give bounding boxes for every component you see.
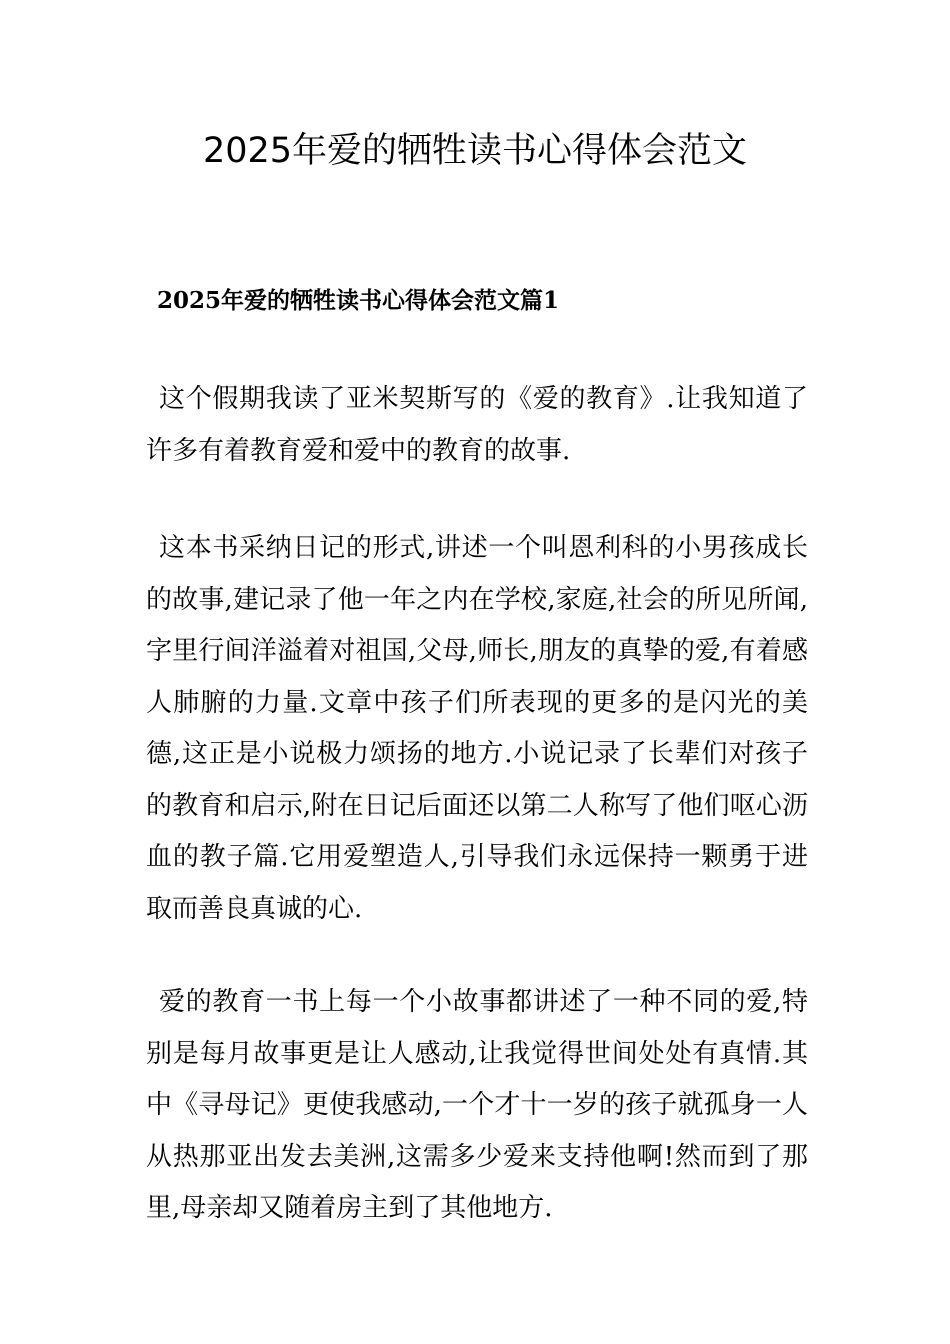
document-title: 2025年爱的牺牲读书心得体会范文 (202, 131, 748, 171)
paragraph-3: 爱的教育一书上每一个小故事都讲述了一种不同的爱,特别是每月故事更是让人感动,让我觉得世间处处有真情.其中《寻母记》更使我感动,一个才十一岁的孩子就孤身一人从热那亚出发去美洲,这需多少爱来支持他啊!然而到了那里,母亲却又随着房主到了其他地方. (146, 987, 808, 1223)
paragraph-2: 这本书采纳日记的形式,讲述一个叫恩利科的小男孩成长的故事,建记录了他一年之内在学校,家庭,社会的所见所闻,字里行间洋溢着对祖国,父母,师长,朋友的真挚的爱,有着感人肺腑的力量.文章中孩子们所表现的更多的是闪光的美德,这正是小说极力颂扬的地方.小说记录了长辈们对孩子的教育和启示,附在日记后面还以第二人称写了他们呕心沥血的教子篇.它用爱塑造人,引导我们永远保持一颗勇于进取而善良真诚的心. (146, 533, 808, 924)
paragraph-1: 这个假期我读了亚米契斯写的《爱的教育》.让我知道了许多有着教育爱和爱中的教育的故事. (146, 384, 808, 466)
section-heading: 2025年爱的牺牲读书心得体会范文篇1 (157, 287, 560, 314)
